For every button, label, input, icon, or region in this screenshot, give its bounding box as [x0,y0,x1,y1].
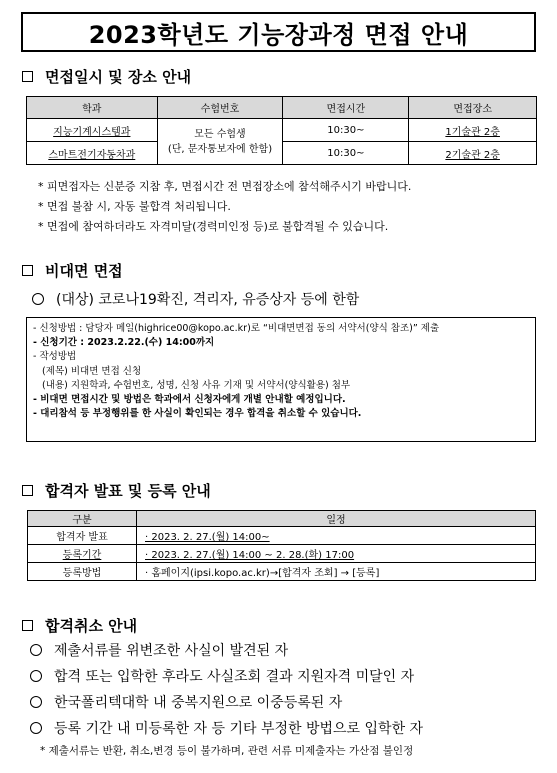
circle-bullet-icon [30,644,42,656]
exam-number-cell [157,119,283,165]
cancellation-footnote: * 제출서류는 반환, 취소,변경 등이 불가하며, 관련 서류 미제출자는 가산점 불인정 [40,745,414,757]
notice-line: * 면접 불참 시, 자동 불합격 처리됩니다. [38,200,231,213]
cancellation-item [30,640,288,660]
time-cell: 10:30~ [283,119,409,142]
box-line: - 신청기간 : 2023.2.22.(수) 14:00까지 [33,337,215,349]
cancellation-item-text: 등록 기간 내 미등록한 자 등 기타 부정한 방법으로 입학한 자 [54,721,424,737]
dept-cell: 지능기계시스템과 [27,119,158,142]
table-header: 면접장소 [409,97,537,119]
circle-bullet-icon [30,670,42,682]
table-row [28,527,536,545]
section-heading-text: 합격자 발표 및 등록 안내 [45,482,211,500]
circle-bullet-icon [32,293,44,305]
table-row [28,563,536,581]
remote-target-text: (대상) 코로나19확진, 격리자, 유증상자 등에 한함 [56,292,360,308]
section-heading-text: 합격취소 안내 [45,617,138,635]
box-line: - 비대면 면접시간 및 방법은 학과에서 신청자에게 개별 안내할 예정입니다. [33,394,346,406]
box-line: - 작성방법 [33,351,77,363]
exam-number-line: 모든 수험생 [194,128,246,140]
box-line: (내용) 지원학과, 수험번호, 성명, 신청 사유 기재 및 서약서(양식활용) 첨부 [33,379,351,391]
interview-schedule-table [26,96,537,165]
cancellation-item [30,692,342,712]
table-header: 수험번호 [157,97,283,119]
table-header: 면접시간 [283,97,409,119]
remote-target-line [32,289,359,309]
section-heading-announcement [22,480,211,501]
label-cell: 합격자 발표 [28,527,137,545]
value-cell: · 홈페이지(ipsi.kopo.ac.kr)→[합격자 조회] → [등록] [137,563,536,581]
square-bullet-icon [22,620,33,631]
exam-number-note: (단, 문자통보자에 한함) [167,143,273,155]
notice-line: * 피면접자는 신분증 지참 후, 면접시간 전 면접장소에 참석해주시기 바랍니다. [38,180,412,193]
cancellation-item-text: 합격 또는 입학한 후라도 사실조회 결과 지원자격 미달인 자 [54,669,415,685]
section-heading-text: 면접일시 및 장소 안내 [45,68,192,86]
cancellation-item [30,666,414,686]
title-box [21,12,536,52]
square-bullet-icon [22,71,33,82]
section-heading-interview-schedule [22,66,191,87]
label-cell: 등록기간 [28,545,137,563]
label-cell: 등록방법 [28,563,137,581]
value-cell: · 2023. 2. 27.(월) 14:00 ~ 2. 28.(화) 17:00 [137,545,536,563]
cancellation-item-text: 제출서류를 위변조한 사실이 발견된 자 [54,643,289,659]
announcement-table [27,510,536,581]
table-header: 학과 [27,97,158,119]
section-heading-text: 비대면 면접 [45,262,123,280]
value-cell: · 2023. 2. 27.(월) 14:00~ [137,527,536,545]
table-header: 일정 [137,511,536,527]
place-cell: 2기술관 2층 [409,142,537,165]
circle-bullet-icon [30,696,42,708]
square-bullet-icon [22,485,33,496]
notice-line: * 면접에 참여하더라도 자격미달(경력미인정 등)로 불합격될 수 있습니다. [38,220,389,233]
square-bullet-icon [22,265,33,276]
table-header: 구분 [28,511,137,527]
table-row [28,545,536,563]
dept-cell: 스마트전기자동차과 [27,142,158,165]
cancellation-item-text: 한국폴리텍대학 내 중복지원으로 이중등록된 자 [54,695,343,711]
section-heading-cancellation [22,615,137,636]
table-row [27,119,537,142]
place-cell: 1기술관 2층 [409,119,537,142]
page-title: 2023학년도 기능장과정 면접 안내 [88,20,469,49]
section-heading-remote-interview [22,260,123,281]
cancellation-item [30,718,423,738]
time-cell: 10:30~ [283,142,409,165]
circle-bullet-icon [30,722,42,734]
box-line: - 신청방법 : 담당자 메일(highrice00@kopo.ac.kr)로 “비대면면접 동의 서약서(양식 참조)” 제출 [33,323,440,334]
box-line: (제목) 비대면 면접 신청 [33,365,142,377]
box-line: - 대리참석 등 부정행위를 한 사실이 확인되는 경우 합격을 취소할 수 있습니다. [33,408,362,420]
remote-interview-box [26,317,536,442]
